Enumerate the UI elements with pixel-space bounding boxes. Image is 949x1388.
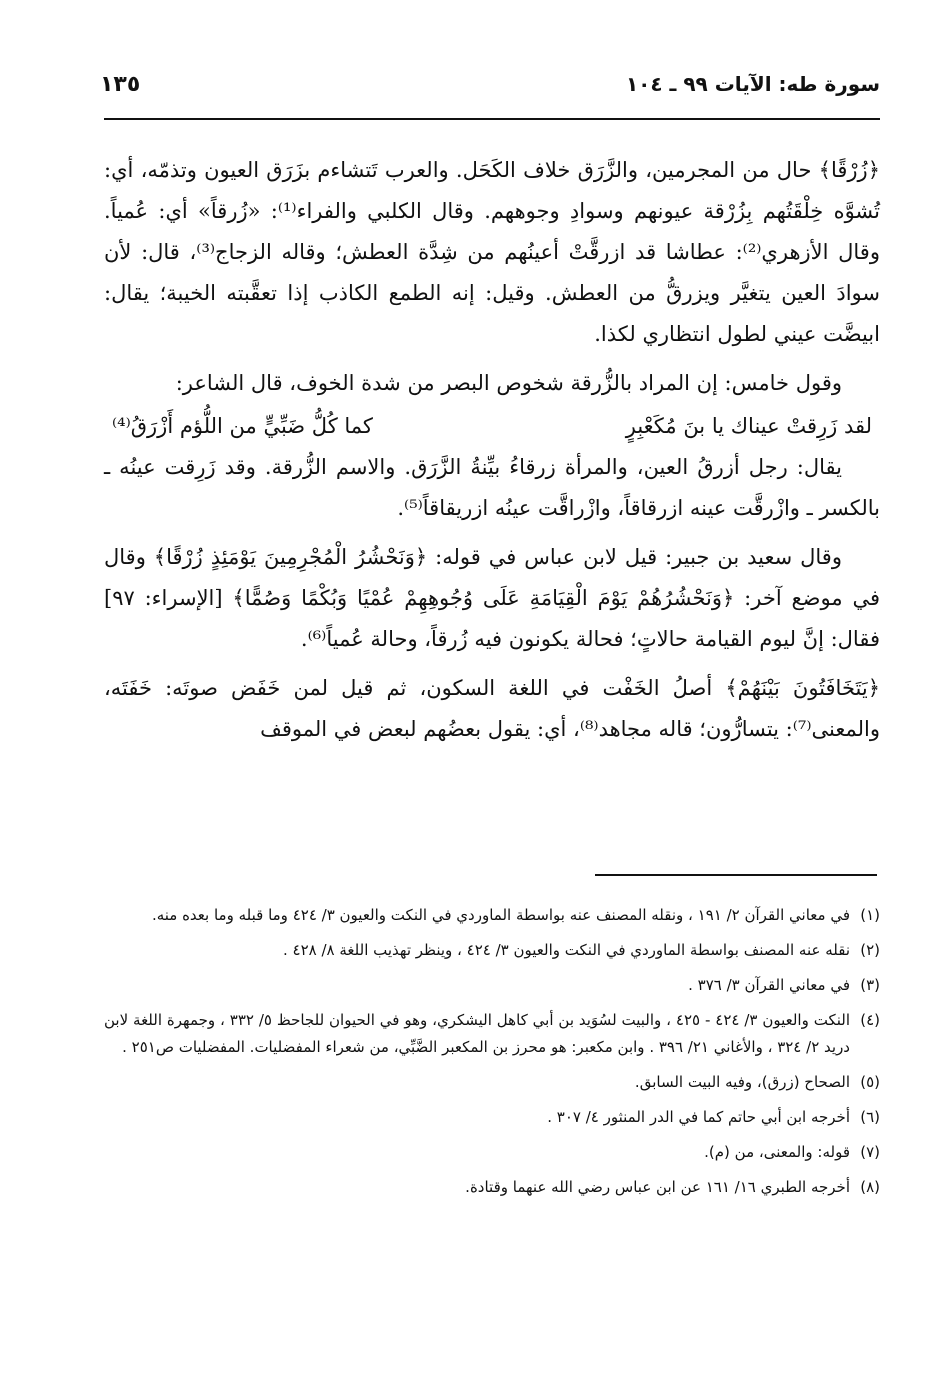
- header-divider: [104, 118, 880, 120]
- main-text: [104, 150, 880, 750]
- paragraph-1: ﴿زُرْقًا﴾ حال من المجرمين، والزَّرَق خلاف الكَحَل. والعرب تَتشاءم بزَرَق العيون وتذمّه، أي: تُشوَّه خِلْقَتُهم بِزُرْقة عيونهم وسوادِ وجوههم. وقال الكلبي والفراء⁽¹⁾: «زُرقاً» أي: عُمياً. وقال الأزهري⁽²⁾: عطاشا قد ازرقَّتْ أعينُهم من شِدَّة العطش؛ وقاله الزجاج⁽³⁾، قال: لأن سوادَ العين يتغيَّر ويزرقُّ من العطش. وقيل: إنه الطمع الكاذب إذا تعقَّبته الخيبة؛ يقال: ابيضَّت عيني لطول انتظاري لكذا.: [104, 158, 880, 346]
- footnote: [104, 1139, 880, 1166]
- verse-second-hemistich: كما كُلُّ ضَبِّيٍّ من اللُّؤم أَزْرَقُ⁽⁴⁾: [112, 414, 373, 438]
- footnote-number: (٥): [860, 1073, 880, 1091]
- poetry-verse: [104, 406, 880, 447]
- paragraph-4: وقال سعيد بن جبير: قيل لابن عباس في قوله: ﴿وَنَحْشُرُ الْمُجْرِمِينَ يَوْمَئِذٍ زُرْقًا﴾ وقال في موضع آخر: ﴿وَنَحْشُرُهُمْ يَوْمَ الْقِيَامَةِ عَلَى وُجُوهِهِمْ عُمْيًا وَبُكْمًا وَصُمًّا﴾ [الإسراء: ٩٧] فقال: إنَّ ليوم القيامة حالاتٍ؛ فحالة يكونون فيه زُرقاً، وحالة عُمياً⁽⁶⁾.: [104, 545, 880, 651]
- footnote-number: (٤): [860, 1011, 880, 1029]
- footnote-text: أخرجه ابن أبي حاتم كما في الدر المنثور ٤/ ٣٠٧ .: [547, 1108, 850, 1126]
- paragraph-3: يقال: رجل أزرقُ العين، والمرأة زرقاءُ بيِّنةُ الزَّرَق. والاسم الزُّرقة. وقد زَرِقت عينُه ـ بالكسر ـ وازْرقَّت عينه ازرقاقاً، وازْراقَّت عينُه ازريقاقاً⁽⁵⁾.: [104, 455, 880, 520]
- footnote-divider: [595, 874, 877, 876]
- footnote: [104, 937, 880, 964]
- running-header: [100, 72, 880, 112]
- footnote-text: في معاني القرآن ٢/ ١٩١ ، ونقله المصنف عنه بواسطة الماوردي في النكت والعيون ٣/ ٤٢٤ وما قبله وما بعده منه.: [151, 906, 850, 924]
- footnote-number: (٣): [860, 976, 880, 994]
- footnote-text: في معاني القرآن ٣/ ٣٧٦ .: [688, 976, 850, 994]
- footnote-number: (٧): [860, 1143, 880, 1161]
- footnote-text: الصحاح (زرق)، وفيه البيت السابق.: [634, 1073, 850, 1091]
- footnote-text: قوله: والمعنى، من (م).: [704, 1143, 850, 1161]
- footnote-number: (١): [860, 906, 880, 924]
- footnotes: [104, 902, 880, 1209]
- footnote-number: (٦): [860, 1108, 880, 1126]
- footnote-text: نقله عنه المصنف بواسطة الماوردي في النكت والعيون ٣/ ٤٢٤ ، وينظر تهذيب اللغة ٨/ ٤٢٨ .: [283, 941, 850, 959]
- footnote: [104, 1174, 880, 1201]
- footnote-number: (٢): [860, 941, 880, 959]
- verse-first-hemistich: لقد زَرِقتْ عيناك يا بنَ مُكَعْبِرٍ: [625, 414, 872, 438]
- chapter-title: سورة طه: الآيات ٩٩ ـ ١٠٤: [625, 72, 880, 96]
- footnote-text: أخرجه الطبري ١٦/ ١٦١ عن ابن عباس رضي الله عنهما وقتادة.: [465, 1178, 850, 1196]
- footnote: [104, 1104, 880, 1131]
- paragraph-5: ﴿يَتَخَافَتُونَ بَيْنَهُمْ﴾ أصلُ الخَفْت في اللغة السكون، ثم قيل لمن خَفَض صوتَه: خَفَتَه، والمعنى⁽⁷⁾: يتسارُّون؛ قاله مجاهد⁽⁸⁾، أي: يقول بعضُهم لبعض في الموقف: [104, 676, 880, 741]
- footnote-number: (٨): [860, 1178, 880, 1196]
- footnote: [104, 1069, 880, 1096]
- footnote: [104, 902, 880, 929]
- footnote: [104, 1007, 880, 1061]
- page-number: ١٣٥: [100, 72, 141, 97]
- footnote: [104, 972, 880, 999]
- footnote-text: النكت والعيون ٣/ ٤٢٤ - ٤٢٥ ، والبيت لسُوَيد بن أبي كاهل اليشكري، وهو في الحيوان للجاحظ ٥/ ٣٣٢ ، وجمهرة اللغة لابن دريد ٢/ ٣٢٤ ، والأغاني ٢١/ ٣٩٦ . وابن مكعبر: هو محرز بن المكعبر الضَّبِّي، من شعراء المفضليات. المفضليات ص٢٥١ .: [104, 1011, 851, 1056]
- paragraph-2: وقول خامس: إن المراد بالزُّرقة شخوص البصر من شدة الخوف، قال الشاعر:: [175, 371, 842, 395]
